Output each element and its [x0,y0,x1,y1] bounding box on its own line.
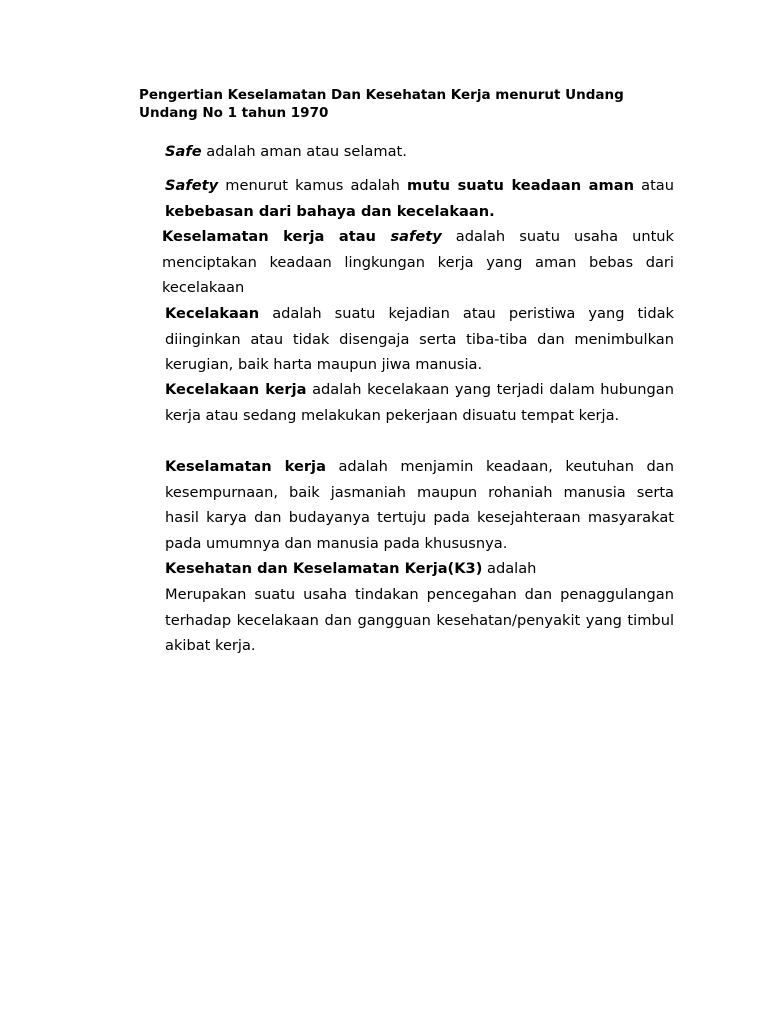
definition-k3-text: adalah [482,560,537,577]
term-safe: Safe [165,143,202,160]
definition-keselamatan-kerja-safety [162,224,674,301]
term-keselamatan-kerja: Keselamatan kerja [165,458,326,475]
definition-safety-bold-1: mutu suatu keadaan aman [407,177,634,194]
document-title: Pengertian Keselamatan Dan Kesehatan Kerja menurut Undang Undang No 1 tahun 1970 [139,87,624,121]
definition-keselamatan-kerja [165,454,674,556]
closing-paragraph: Merupakan suatu usaha tindakan pencegahan dan penaggulangan terhadap kecelakaan dan gangguan kesehatan/penyakit yang timbul akibat kerja. [165,586,674,655]
term-k3: Kesehatan dan Keselamatan Kerja(K3) [165,560,483,577]
definition-safe [165,139,674,165]
definition-safety-text-1: menurut kamus adalah [218,177,408,194]
definition-k3 [165,556,674,582]
definition-kecelakaan-kerja [165,377,674,428]
definition-keselamatan-kerja-text: adalah menjamin keadaan, keutuhan dan kesempurnaan, baik jasmaniah maupun rohaniah manusia serta hasil karya dan budayanya tertuju pada kesejahteraan masyarakat pada umumnya dan manusia pada khususnya. [165,458,674,552]
definition-kecelakaan-text: adalah suatu kejadian atau peristiwa yang tidak diinginkan atau tidak disengaja serta tiba-tiba dan menimbulkan kerugian, baik harta maupun jiwa manusia. [165,305,674,374]
term-kecelakaan: Kecelakaan [165,305,260,322]
definition-safety-bold-2: kebebasan dari bahaya dan kecelakaan. [165,202,495,220]
definition-safety [165,173,674,224]
term-kecelakaan-kerja: Kecelakaan kerja [165,381,307,398]
term-safety-inline: safety [390,228,442,245]
definition-kecelakaan [165,301,674,378]
definition-keselamatan-kerja-safety-text: adalah suatu usaha untuk menciptakan keadaan lingkungan kerja yang aman bebas dari kecelakaan [162,228,674,297]
definition-safe-text: adalah aman atau selamat. [201,143,407,160]
term-keselamatan-kerja-atau: Keselamatan kerja atau [162,228,391,245]
term-safety: Safety [165,177,219,194]
definition-safety-text-2: atau [633,177,675,194]
definition-kecelakaan-kerja-text: adalah kecelakaan yang terjadi dalam hubungan kerja atau sedang melakukan pekerjaan disuatu tempat kerja. [165,381,674,424]
